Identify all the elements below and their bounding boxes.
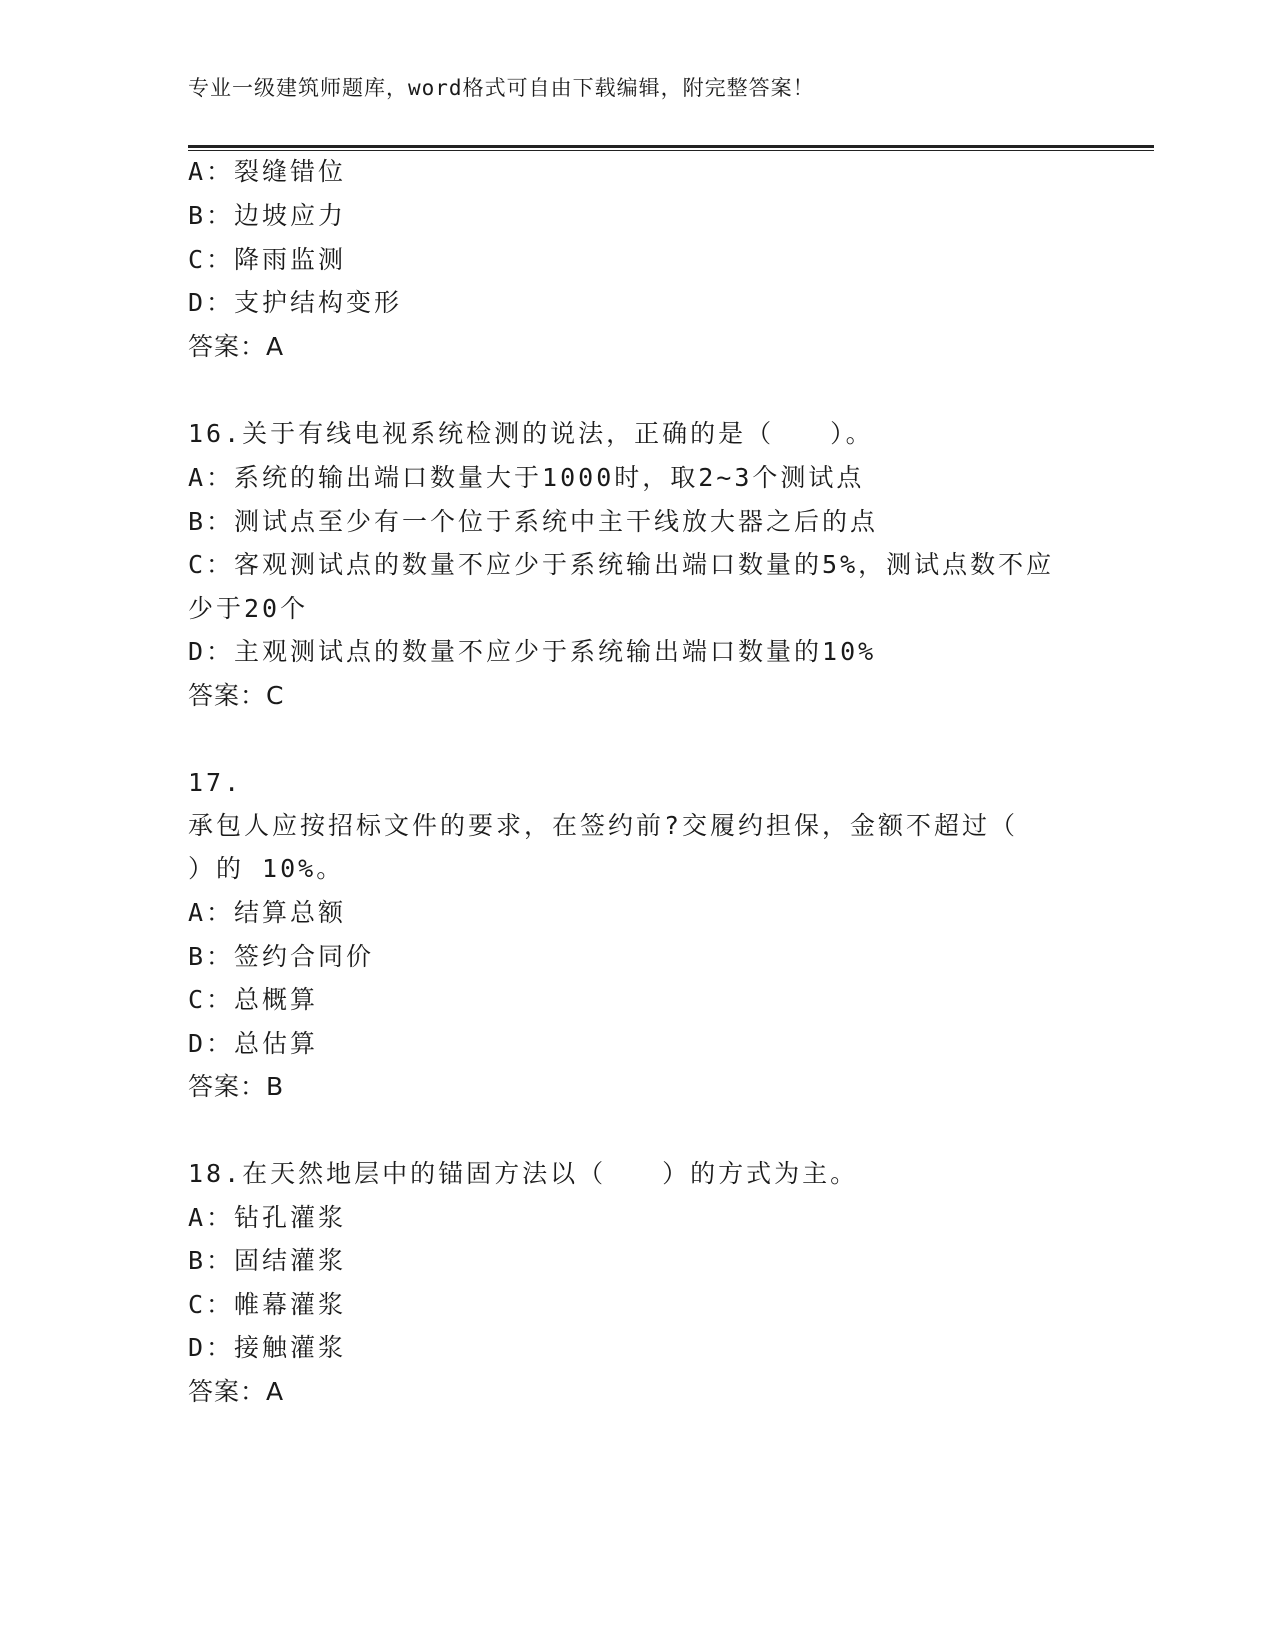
option-b: B：边坡应力 — [188, 201, 347, 230]
question-17-number: 17. — [188, 768, 243, 797]
question-16-stem: 16.关于有线电视系统检测的说法，正确的是（ ）。 — [188, 419, 874, 448]
question-16-option-b: B：测试点至少有一个位于系统中主干线放大器之后的点 — [188, 507, 879, 536]
question-17-answer: 答案：B — [188, 1072, 285, 1101]
question-16-answer: 答案：C — [188, 681, 285, 710]
option-a: A：裂缝错位 — [188, 157, 347, 186]
header-divider — [188, 145, 1154, 151]
question-18-option-d: D：接触灌浆 — [188, 1333, 347, 1362]
option-c: C：降雨监测 — [188, 245, 347, 274]
question-16-option-a: A：系统的输出端口数量大于1000时，取2~3个测试点 — [188, 463, 865, 492]
question-18-answer: 答案：A — [188, 1377, 285, 1406]
page-header: 专业一级建筑师题库，word格式可自由下载编辑，附完整答案！ — [188, 76, 815, 100]
question-17-stem-line2: ）的 10%。 — [188, 854, 345, 883]
option-d: D：支护结构变形 — [188, 288, 403, 317]
question-18-option-c: C：帷幕灌浆 — [188, 1290, 347, 1319]
question-16-option-d: D：主观测试点的数量不应少于系统输出端口数量的10% — [188, 637, 877, 666]
question-18-option-a: A：钻孔灌浆 — [188, 1203, 347, 1232]
question-16-option-c-cont: 少于20个 — [188, 594, 309, 623]
question-17-option-c: C：总概算 — [188, 985, 319, 1014]
question-18-stem: 18.在天然地层中的锚固方法以（ ）的方式为主。 — [188, 1159, 859, 1188]
question-17-option-d: D：总估算 — [188, 1029, 319, 1058]
question-17-option-a: A：结算总额 — [188, 898, 347, 927]
question-16-option-c: C：客观测试点的数量不应少于系统输出端口数量的5%，测试点数不应 — [188, 550, 1055, 579]
question-17-stem-line1: 承包人应按招标文件的要求，在签约前?交履约担保，金额不超过（ — [188, 811, 1019, 840]
question-17-option-b: B：签约合同价 — [188, 942, 375, 971]
answer-line: 答案：A — [188, 332, 285, 361]
question-18-option-b: B：固结灌浆 — [188, 1246, 347, 1275]
